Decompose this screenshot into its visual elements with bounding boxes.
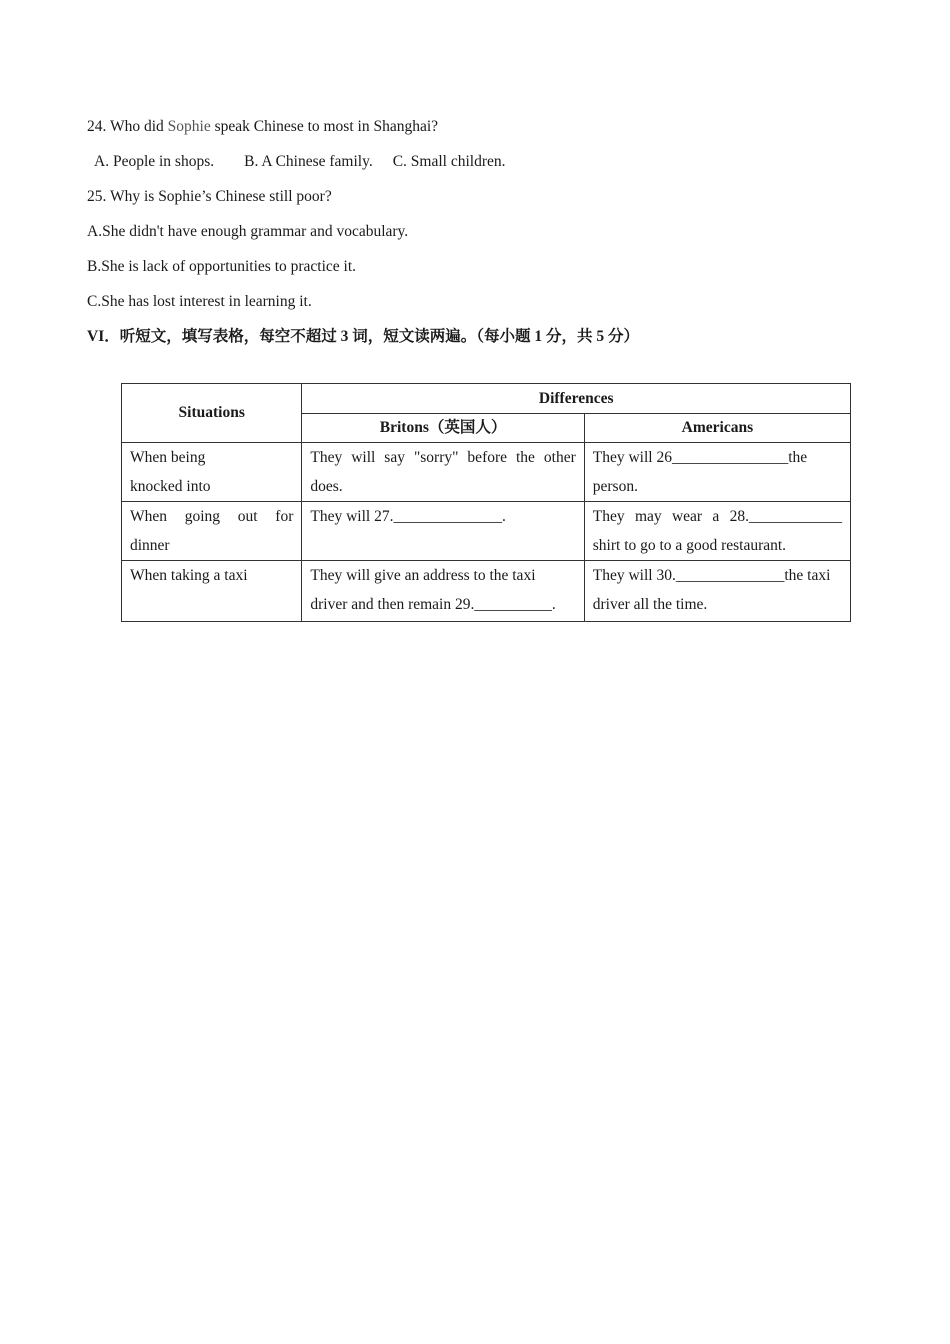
question-24-options [94,152,506,172]
row-americans: They will 30.______________the taxi driver all the time. [584,561,850,622]
table-row [122,443,851,502]
row-americans: They will 26_______________the person. [584,443,850,502]
question-25: 25. Why is Sophie’s Chinese still poor? [87,188,332,205]
q25-option-c: C.She has lost interest in learning it. [87,293,312,310]
header-britons: Britons（英国人） [302,414,584,443]
table-row [122,561,851,622]
question-24-suffix: speak Chinese to most in Shanghai? [210,118,439,135]
row-britons: They will 27.______________. [302,502,584,561]
q24-option-c: C. Small children. [392,153,506,170]
q24-option-b: B. A Chinese family. [244,153,373,170]
row-britons: They will say "sorry" before the other does. [302,443,584,502]
row-situation: When going out for dinner [122,502,302,561]
question-24 [87,117,438,137]
q24-option-a: A. People in shops. [94,153,215,170]
row-situation: When taking a taxi [122,561,302,622]
row-situation: When being knocked into [122,443,302,502]
header-americans: Americans [584,414,850,443]
q25-option-b: B.She is lack of opportunities to practice it. [87,258,357,275]
question-24-name: Sophie [167,118,211,135]
row-britons: They will give an address to the taxi driver and then remain 29.__________. [302,561,584,622]
section-title: VI．听短文，填写表格，每空不超过 3 词，短文读两遍。（每小题 1 分，共 5 分） [87,328,639,345]
row-americans: They may wear a 28.____________ shirt to go to a good restaurant. [584,502,850,561]
header-differences: Differences [302,384,851,414]
table-row [122,502,851,561]
question-24-prefix: 24. Who did [87,118,168,135]
header-situations: Situations [122,384,302,443]
q25-option-a: A.She didn't have enough grammar and vocabulary. [87,223,409,240]
differences-table [121,383,851,622]
